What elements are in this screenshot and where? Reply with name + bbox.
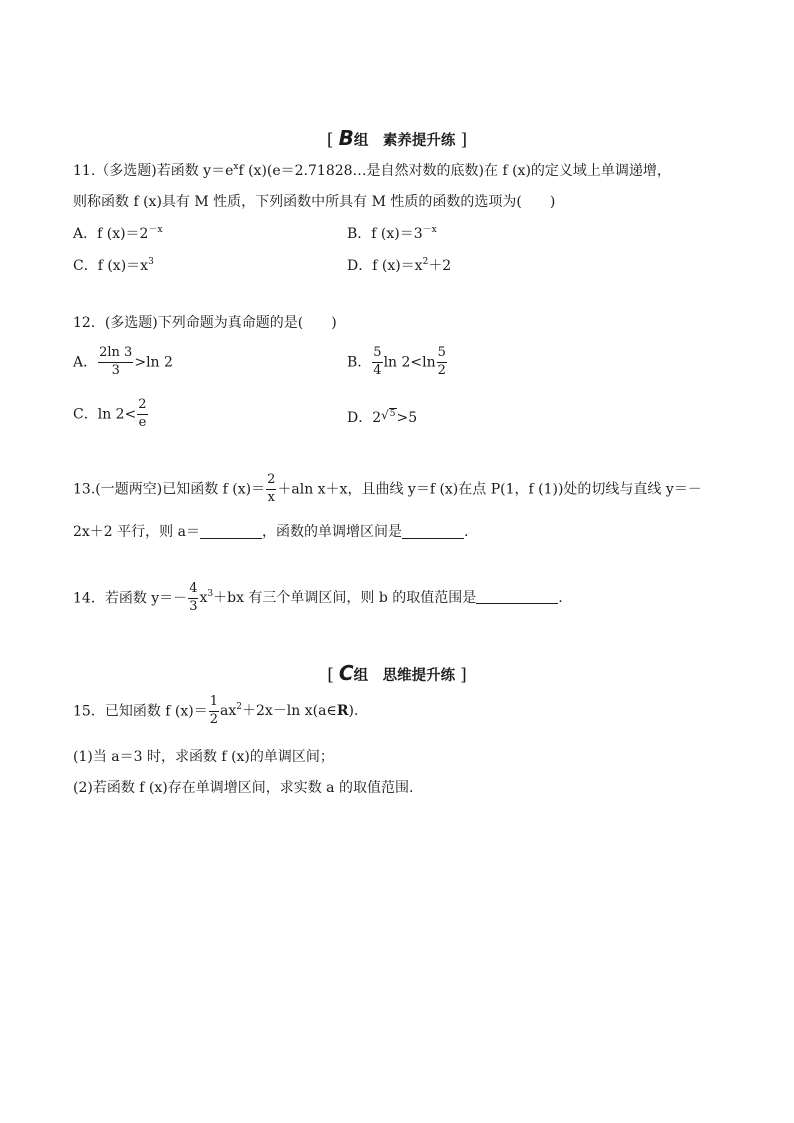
section-letter: C: [338, 661, 354, 685]
q12-option-c: C．ln 2< $\frac{2}{e}$: [73, 397, 147, 430]
section-title: 组 素养提升练: [353, 132, 456, 149]
q11-line1: 11.（多选题)若函数 $y=e^xf$ (x)(e＝2.71828…是自然对数的底数)在 f (x)的定义域上单调递增，: [73, 162, 671, 179]
fraction: $\frac{2}{x}$: [267, 472, 276, 505]
q12-option-a: A． $\frac{2\ln 3}{3}$ >ln 2: [73, 345, 173, 378]
section-b-heading: [0, 128, 794, 149]
fraction: $\frac{5}{2}$: [437, 345, 446, 378]
bracket-open: [: [326, 130, 334, 150]
q12-stem: 12．(多选题)下列命题为真命题的是( ): [73, 315, 337, 331]
fraction: $\frac{2}{e}$: [138, 397, 147, 430]
q13-line1: 13.(一题两空)已知函数 f (x)＝ $\frac{2}{x}$ ＋aln x＋x，且曲线 y＝f (x)在点 P(1，f (1))处的切线与直线 y＝－: [73, 472, 702, 505]
fraction: $\frac{1}{2}$: [209, 694, 218, 727]
sqrt-sign: √: [381, 408, 389, 422]
q11-option-c: C．f $(x)=x^3$: [73, 257, 154, 274]
q11-option-a: A．f $(x)=2^{-x}$: [73, 225, 163, 242]
q14-line: 14．若函数 y＝－ $\frac{4}{3}$ $x^3+bx$ 有三个单调区间，则 b 的取值范围是 .: [73, 581, 563, 614]
bracket-open: [: [327, 665, 334, 685]
section-title: 组 思维提升练: [353, 667, 456, 684]
fraction: $\frac{5}{4}$: [373, 345, 382, 378]
q15-part1: (1)当 a＝3 时，求函数 f (x)的单调区间；: [73, 749, 334, 765]
q12-option-d: D．2√5>5: [347, 408, 418, 426]
fraction: $\frac{2\ln 3}{3}$: [99, 345, 133, 378]
answer-blank-2[interactable]: [402, 526, 464, 539]
q15-stem: 15．已知函数 f (x)＝ $\frac{1}{2}$ $ax^2+2x-\ln$ x(a∈R).: [73, 694, 359, 727]
q11-option-d: D．f $(x)=x^2+2$: [347, 257, 452, 274]
q15-part2: (2)若函数 f (x)存在单调增区间，求实数 a 的取值范围.: [73, 780, 414, 796]
section-c-heading: [0, 663, 794, 684]
q12-option-b: B． $\frac{5}{4}$ ln 2<ln $\frac{5}{2}$: [347, 345, 446, 378]
bracket-close: ]: [460, 130, 468, 150]
answer-blank-1[interactable]: [200, 526, 262, 539]
q13-line2: 2x＋2 平行，则 a＝ ，函数的单调增区间是 .: [73, 524, 469, 540]
fraction: $\frac{4}{3}$: [189, 581, 198, 614]
section-letter: B: [338, 126, 354, 150]
bracket-close: ]: [460, 665, 467, 685]
q11-option-b: B．f $(x)=3^{-x}$: [347, 225, 437, 242]
answer-blank-3[interactable]: [476, 591, 558, 604]
q11-line2: 则称函数 f (x)具有 M 性质，下列函数中所具有 M 性质的函数的选项为( ): [73, 194, 556, 210]
